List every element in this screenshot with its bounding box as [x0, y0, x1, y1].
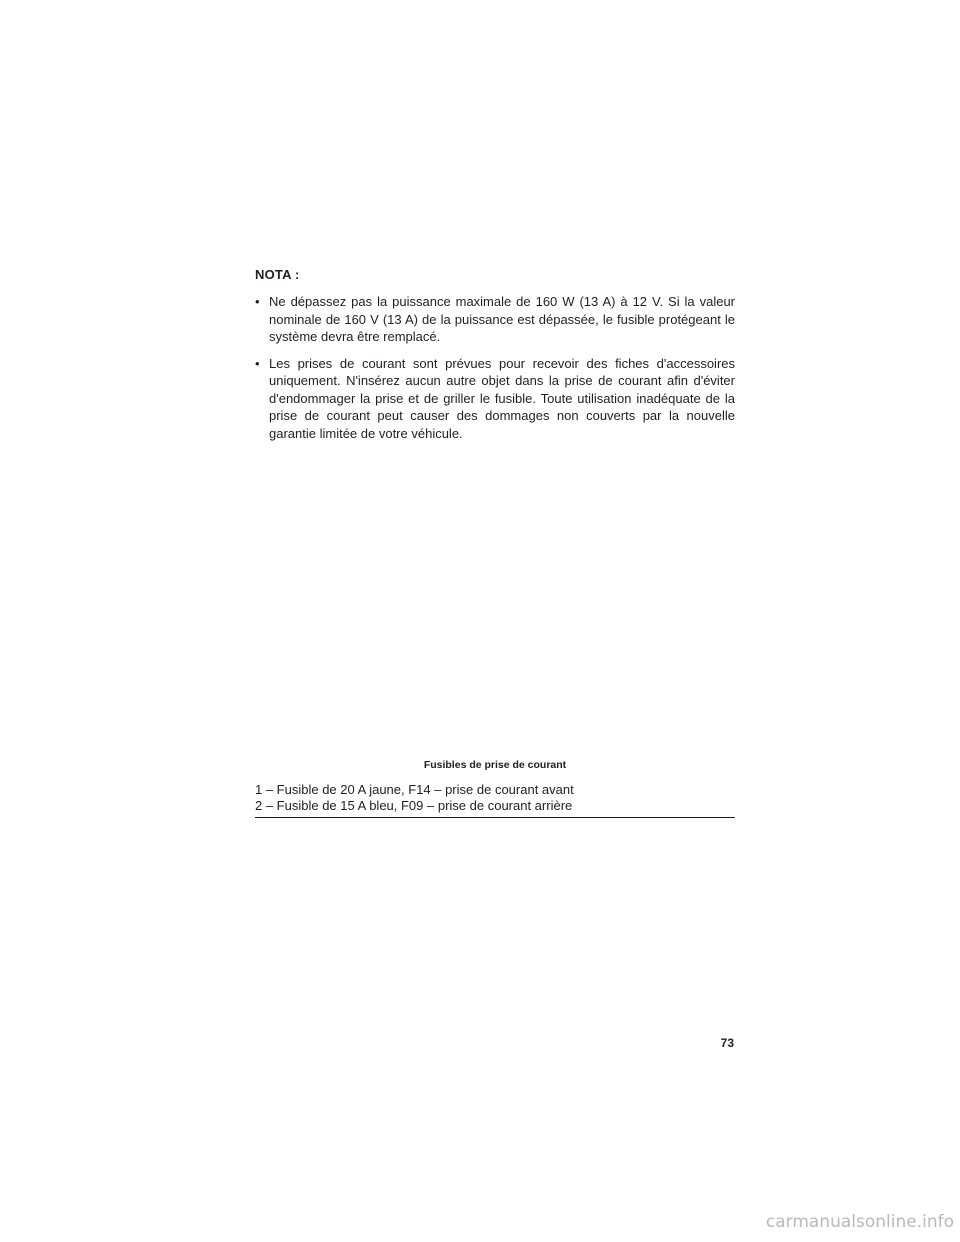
- figure-legend: [255, 782, 735, 818]
- nota-heading: NOTA :: [255, 267, 300, 282]
- legend-item-2: 2 – Fusible de 15 A bleu, F09 – prise de courant arrière: [255, 798, 573, 813]
- bullet-item-accessory-plugs: [255, 355, 735, 443]
- bullet-item-power-limit: [255, 293, 735, 346]
- watermark: carmanualsonline.info: [765, 1212, 954, 1232]
- figure-caption: Fusibles de prise de courant: [423, 759, 567, 771]
- legend-item-1: 1 – Fusible de 20 A jaune, F14 – prise de courant avant: [255, 782, 574, 797]
- bullet-text: Les prises de courant sont prévues pour recevoir des fiches d'accessoires uniquement. N'insérez aucun autre objet dans la prise de courant afin d'éviter d'endommager la prise et de griller le fusible. Toute utilisation inadéquate de la prise de courant peut causer des dommages non couverts par la nouvelle garantie limitée de votre véhicule.: [269, 355, 735, 441]
- nota-bullet-list: [255, 293, 735, 451]
- page-number: 73: [720, 1036, 734, 1050]
- bullet-marker: •: [255, 355, 260, 371]
- bullet-marker: •: [255, 294, 260, 309]
- bullet-text: Ne dépassez pas la puissance maximale de 160 W (13 A) à 12 V. Si la valeur nominale de 160 V (13 A) de la puissance est dépassée, le fusible protégeant le système devra être remplacé.: [269, 294, 735, 344]
